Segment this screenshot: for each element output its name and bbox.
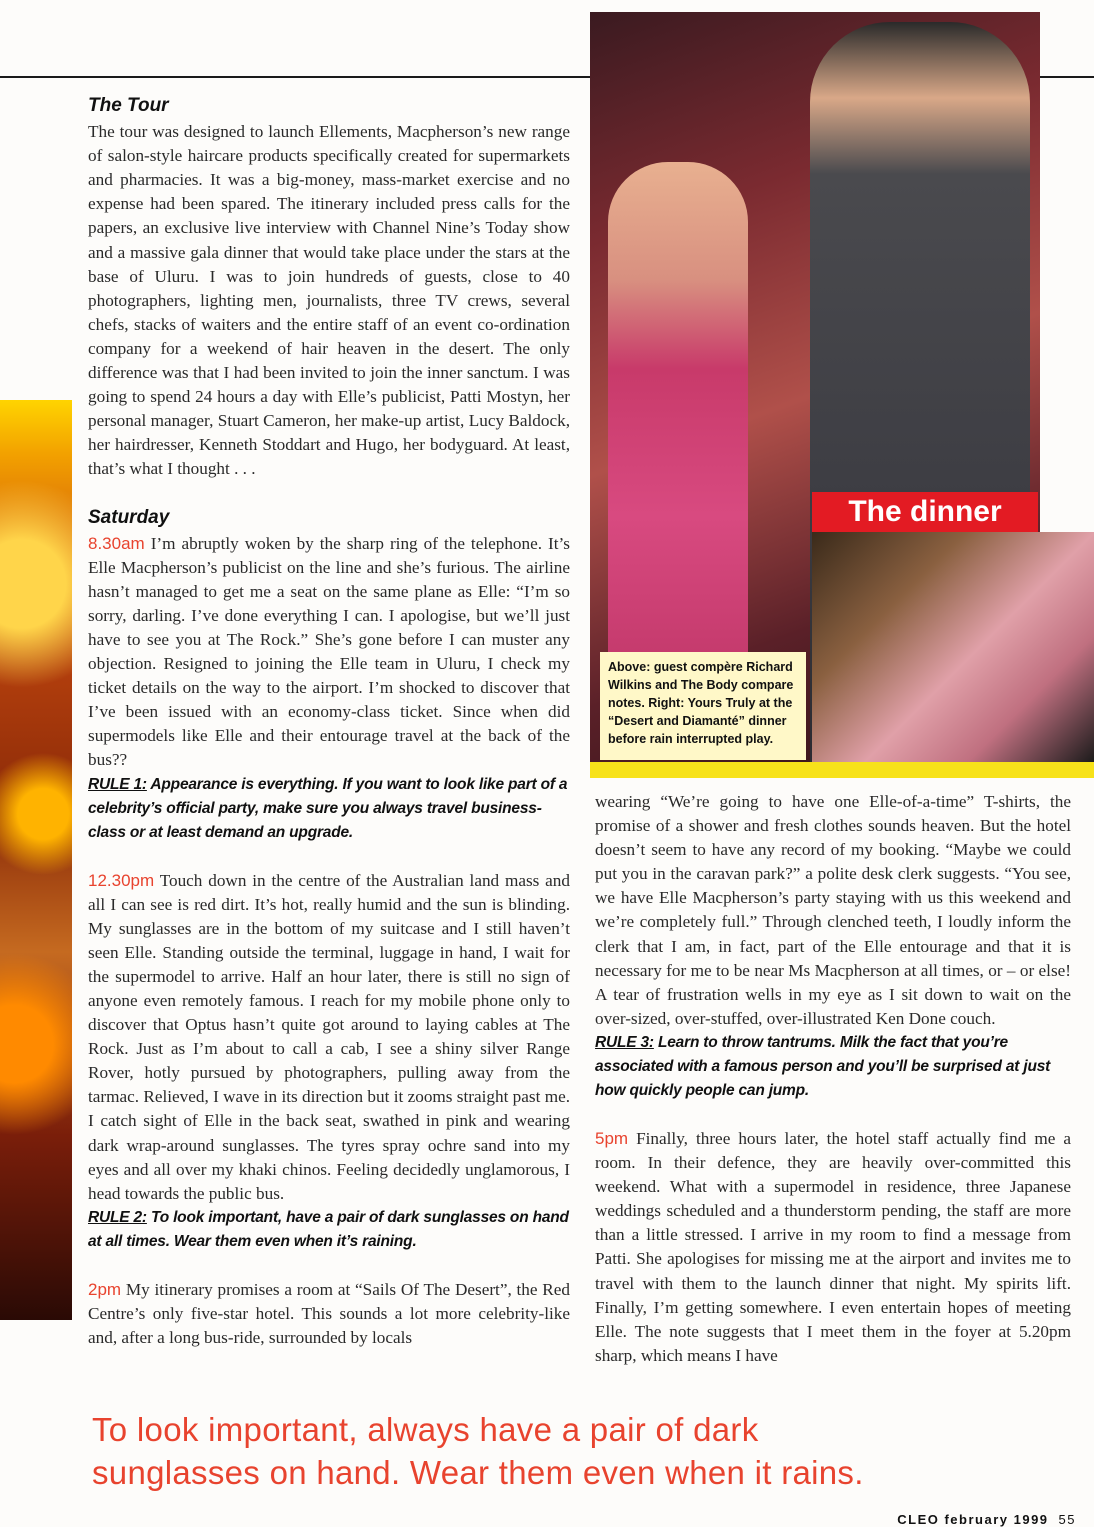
time-label: 12.30pm [88, 870, 155, 890]
continued-paragraph: wearing “We’re going to have one Elle-of-a-time” T-shirts, the promise of a shower and fresh clothes sounds heaven. But the hotel doesn’t seem to have any record of my booking. “Maybe we could put you in the caravan park?” a polite desk clerk suggests. “You see, we have Elle Macpherson’s party staying with us this weekend and we’re completely full.” Through clenched teeth, I loudly inform the clerk that I am, in fact, part of the Elle entourage and that it is necessary for me to be near Ms Macpherson at all times, or – or else! A tear of frustration wells in my eye as I sit down to wait on the over-sized, over-stuffed, over-illustrated Ken Done couch. [595, 792, 1071, 1028]
rule-1 [88, 773, 570, 845]
right-column [595, 790, 1071, 1368]
rule-text: Appearance is everything. If you want to look like part of a celebrity’s official party, make sure you always travel business-class or at least demand an upgrade. [88, 775, 568, 841]
saturday-heading: Saturday [88, 506, 170, 528]
rule-label: RULE 3: [595, 1033, 654, 1051]
tour-paragraph: The tour was designed to launch Ellements, Macpherson’s new range of salon-style haircare products specifically created for supermarkets and pharmacies. It was a big-money, mass-market exercise and no expense had been spared. The itinerary included press calls for the papers, an exclusive live interview with Channel Nine’s Today show and a massive gala dinner that would take place under the stars at the base of Uluru. I was to join hundreds of guests, close to 40 photographers, lighting men, journalists, three TV crews, several chefs, stacks of waiters and the entire staff of an event co-ordination company for a weekend of hair heaven in the desert. The only difference was that I had been invited to join the inner sanctum. I was going to spend 24 hours a day with Elle’s publicist, Patti Mostyn, her personal manager, Stuart Cameron, her make-up artist, Lucy Baldock, her hairdresser, Kenneth Stoddart and Hugo, her bodyguard. At least, that’s what I thought . . . [88, 122, 570, 479]
decorative-photo-strip [0, 400, 72, 1320]
entry-0830 [88, 532, 570, 773]
entry-2pm [88, 1278, 570, 1350]
left-column [88, 94, 570, 1350]
entry-text: Touch down in the centre of the Australian land mass and all I can see is red dirt. It’s hot, really humid and the sun is blinding. My sunglasses are in the bottom of my suitcase and I still haven’t seen Elle. Standing outside the terminal, luggage in hand, I wait for the supermodel to arrive. Half an hour later, there is still no sign of anyone even remotely famous. I reach for my mobile phone only to discover that Optus hasn’t quite got around to laying cables at The Rock. Just as I’m about to call a cab, I see a shiny silver Range Rover, hotly pursued by photographers, pulling away from the tarmac. Relieved, I wave in its direction but it zooms straight past me. I catch sight of Elle in the back seat, swathed in pink and wearing dark wrap-around sunglasses. The tyres spray ochre sand into my eyes and all over my khaki chinos. Feeling decidedly unglamorous, I head towards the public bus. [88, 870, 570, 1203]
rule-label: RULE 1: [88, 775, 147, 793]
entry-1230 [88, 869, 570, 1206]
rule-label: RULE 2: [88, 1208, 147, 1226]
entry-text: I’m abruptly woken by the sharp ring of the telephone. It’s Elle Macpherson’s publicist on the line and she’s furious. The airline hasn’t managed to get me a seat on the same plane as Elle: “I’m so sorry, darling. I’ve done everything I can. I apologise, but we’ll just have to see you at The Rock.” She’s gone before I can muster any objection. Resigned to joining the Elle team in Uluru, I check my ticket details on the way to the airport. I’m shocked to discover that I’ve been issued with an economy-class ticket. Since when did supermodels like Elle and their entourage travel at the back of the bus?? [88, 533, 570, 770]
page-number: 55 [1058, 1512, 1076, 1527]
entry-5pm [595, 1127, 1071, 1368]
page-footer [897, 1512, 1076, 1527]
entry-text: My itinerary promises a room at “Sails Of The Desert”, the Red Centre’s only five-star hotel. This sounds a lot more celebrity-like and, after a long bus-ride, surrounded by locals [88, 1279, 570, 1348]
magazine-name: CLEO february 1999 [897, 1512, 1049, 1527]
rule-text: To look important, have a pair of dark sunglasses on hand at all times. Wear them even when it’s raining. [88, 1208, 569, 1250]
pull-quote-line: sunglasses on hand. Wear them even when it rains. [92, 1454, 864, 1491]
entry-text: Finally, three hours later, the hotel staff actually find me a room. In their defence, they are heavily over-committed this weekend. What with a supermodel in residence, three Japanese weddings scheduled and a thunderstorm pending, the staff are more than a little stressed. I arrive in my room to find a message from Patti. She apologises for missing me at the airport and invites me to travel with them to the launch dinner that night. My spirits lift. Finally, I’m getting somewhere. I even entertain hopes of meeting Elle. The note suggests that I meet them in the foyer at 5.20pm sharp, which means I have [595, 1128, 1071, 1365]
dinner-label: The dinner [812, 492, 1038, 532]
tour-heading: The Tour [88, 95, 169, 116]
pull-quote [92, 1408, 1082, 1494]
photo-caption: Above: guest compère Richard Wilkins and The Body compare notes. Right: Yours Truly at the “Desert and Diamanté” dinner before rain interrupted play. [600, 652, 806, 760]
time-label: 5pm [595, 1128, 629, 1148]
dinner-photo [812, 532, 1094, 764]
rule-2 [88, 1206, 570, 1254]
time-label: 8.30am [88, 533, 145, 553]
time-label: 2pm [88, 1279, 122, 1299]
pull-quote-line: To look important, always have a pair of dark [92, 1411, 759, 1448]
rule-3 [595, 1031, 1071, 1103]
yellow-band [590, 762, 1094, 778]
rule-text: Learn to throw tantrums. Milk the fact that you’re associated with a famous person and you’ll be surprised at just how quickly people can jump. [595, 1033, 1051, 1099]
